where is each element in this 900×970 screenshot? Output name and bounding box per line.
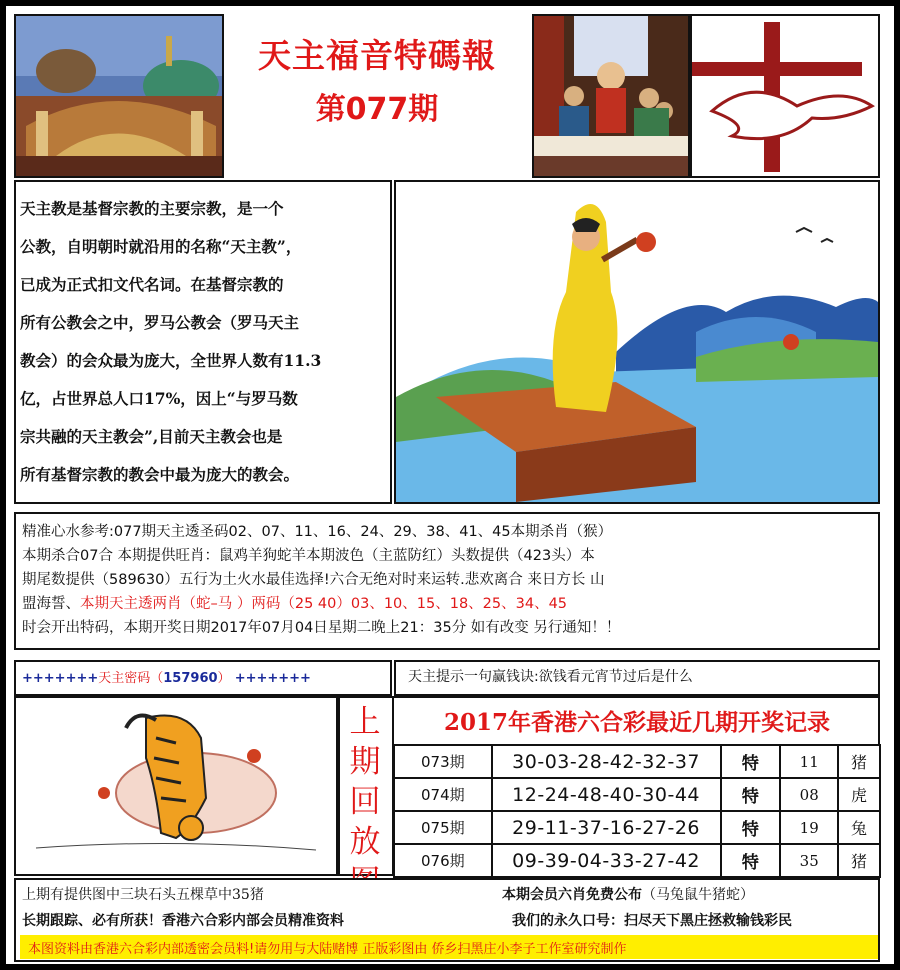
secret-code: [22, 667, 311, 686]
intro-line: 教会）的会众最为庞大，全世界人数有11.3: [20, 351, 322, 370]
zodiac-cell: 兔: [838, 811, 880, 844]
hint-text: 天主提示一句赢钱诀:欲钱看元宵节过后是什么: [408, 669, 693, 685]
table-row: [394, 811, 880, 844]
footer-last-hint: 上期有提供图中三块石头五棵草中35猪: [22, 887, 264, 903]
special-number: 11: [780, 745, 838, 778]
secret-suffix: +++++++: [234, 671, 311, 686]
review-char: 期: [349, 744, 381, 780]
table-row: [394, 745, 880, 778]
special-label: 特: [721, 778, 781, 811]
special-label: 特: [721, 745, 781, 778]
zodiac-cell: 猪: [838, 844, 880, 877]
intro-line: 公教，自明朝时就沿用的名称“天主教”，: [20, 237, 302, 256]
page-title: 天主福音特碼報: [258, 36, 496, 75]
note-highlight: 本期天主透两肖（蛇–马 ）两码（25 40）03、10、15、18、25、34、45: [80, 596, 568, 612]
note-line: 期尾数提供（589630）五行为土火水最佳选择!六合无绝对时来运转.悲欢离合 来日方长 山: [22, 572, 605, 588]
secret-prefix: +++++++: [22, 671, 99, 686]
last-supper-painting: [532, 14, 690, 178]
cathedral-image: [14, 14, 224, 178]
tiger-illustration: [14, 696, 338, 876]
special-label: 特: [721, 811, 781, 844]
note-line: 精准心水参考:077期天主透圣码02、07、11、16、24、29、38、41、45本期杀肖（猴）: [22, 524, 613, 540]
cross-and-dove-image: [690, 14, 880, 178]
period-cell: 075期: [394, 811, 492, 844]
intro-line: 所有基督宗教的教会中最为庞大的教会。: [20, 465, 300, 484]
zodiac-cell: 猪: [838, 745, 880, 778]
prediction-notes: [22, 520, 882, 640]
footer-slogan-right: 我们的永久口号：扫尽天下黑庄拯救输钱彩民: [512, 913, 792, 929]
member-label: 本期会员六肖免费公布: [502, 887, 642, 903]
note-line: 本期杀合07合 本期提供旺肖：鼠鸡羊狗蛇羊本期波色（主蓝防红）头数提供（423头）本: [22, 548, 595, 564]
special-label: 特: [721, 844, 781, 877]
last-period-review-label: [338, 702, 392, 902]
period-cell: 074期: [394, 778, 492, 811]
issue-number: 第077期: [315, 92, 439, 127]
intro-text: [20, 190, 390, 494]
secret-label: 天主密码（: [98, 671, 164, 686]
intro-line: 所有公教会之中，罗马公教会（罗马天主: [20, 313, 300, 332]
member-zodiac: （马兔鼠牛猪蛇）: [642, 887, 754, 903]
table-row: [394, 778, 880, 811]
special-number: 08: [780, 778, 838, 811]
numbers-cell: 29-11-37-16-27-26: [492, 811, 721, 844]
results-title: 2017年香港六合彩最近几期开奖记录: [443, 709, 830, 736]
intro-line: 宗共融的天主教会”,目前天主教会也是: [20, 427, 283, 446]
numbers-cell: 09-39-04-33-27-42: [492, 844, 721, 877]
note-line: [22, 592, 882, 616]
intro-line: 天主教是基督宗教的主要宗教，是一个: [20, 199, 284, 218]
disclaimer-text: 本图资料由香港六合彩内部透密会员料!请勿用与大陆赌博 正版彩图由 侨乡扫黑庄小李子工作室研究制作: [28, 942, 627, 957]
period-cell: 073期: [394, 745, 492, 778]
note-line: 时会开出特码，本期开奖日期2017年07月04日星期二晚上21：35分 如有改变 另行通知！！: [22, 620, 621, 636]
numbers-cell: 12-24-48-40-30-44: [492, 778, 721, 811]
scholar-illustration: [394, 180, 880, 504]
special-number: 35: [780, 844, 838, 877]
review-char: 回: [349, 784, 381, 820]
secret-close: ）: [217, 671, 231, 686]
intro-line: 亿，占世界总人口17%，因上“与罗马数: [20, 389, 298, 408]
zodiac-cell: 虎: [838, 778, 880, 811]
note-prefix: 盟海誓、: [22, 596, 80, 612]
footer-member-zodiac: [502, 884, 754, 904]
review-char: 上: [349, 704, 381, 740]
results-table: [393, 744, 881, 878]
table-row: [394, 844, 880, 877]
numbers-cell: 30-03-28-42-32-37: [492, 745, 721, 778]
secret-code-value: 157960: [163, 671, 218, 686]
review-char: 放: [349, 824, 381, 860]
special-number: 19: [780, 811, 838, 844]
footer-slogan-left: 长期跟踪、必有所获！香港六合彩内部会员精准资料: [22, 913, 344, 929]
intro-line: 已成为正式扣文代名词。在基督宗教的: [20, 275, 284, 294]
period-cell: 076期: [394, 844, 492, 877]
